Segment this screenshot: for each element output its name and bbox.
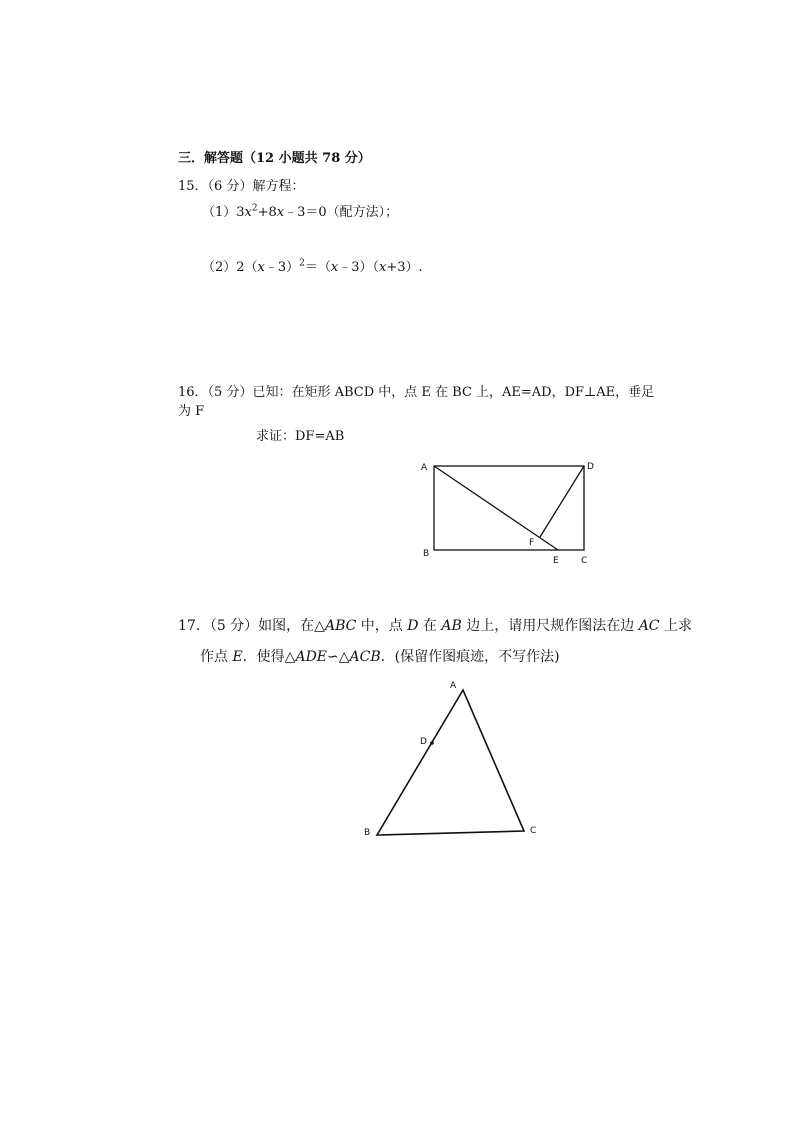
question-15-part-1: $(1)3x^2+8x﹣3=0$（配方法）； [202, 203, 399, 220]
segment-df [540, 466, 584, 537]
question-16-proof-goal: 求证：DF=AB [256, 429, 345, 444]
rectangle-abcd [434, 466, 584, 550]
segment-ae [434, 466, 558, 550]
triangle-abc [377, 690, 524, 835]
label-f-rect: F [529, 538, 535, 548]
question-17-text-line-2: 作点 E．使得△ADE∽△ACB．(保留作图痕迹，不写作法) [200, 649, 560, 665]
rectangle-figure [434, 466, 584, 550]
label-c-rect: C [581, 556, 588, 566]
label-a-rect: A [421, 463, 428, 473]
section-title: 三．解答题（12 小题共 78 分） [178, 151, 371, 166]
question-16-text-line-1: 16．（5 分）已知：在矩形 ABCD 中，点 E 在 BC 上，AE=AD，DF⊥AE，垂足 [178, 385, 655, 400]
label-b-tri: B [364, 828, 371, 838]
question-17-text-line-1: 17．（5 分）如图，在△ABC 中，点 D 在 AB 边上，请用尺规作图法在边 AC 上求 [178, 618, 692, 634]
question-16-text-line-2: 为 F [178, 404, 205, 419]
label-e-rect: E [553, 556, 559, 566]
triangle-figure [377, 690, 524, 835]
label-d-rect: D [587, 462, 594, 472]
question-15-part-2: （2）2（x﹣3）$^2$＝（x﹣3）（x+3）. [202, 258, 423, 275]
label-b-rect: B [423, 549, 430, 559]
question-15-heading: 15．（6 分）解方程： [178, 179, 305, 194]
label-a-tri: A [450, 681, 457, 691]
label-d-tri: D [420, 737, 427, 747]
label-c-tri: C [530, 826, 537, 836]
point-d [430, 741, 434, 745]
